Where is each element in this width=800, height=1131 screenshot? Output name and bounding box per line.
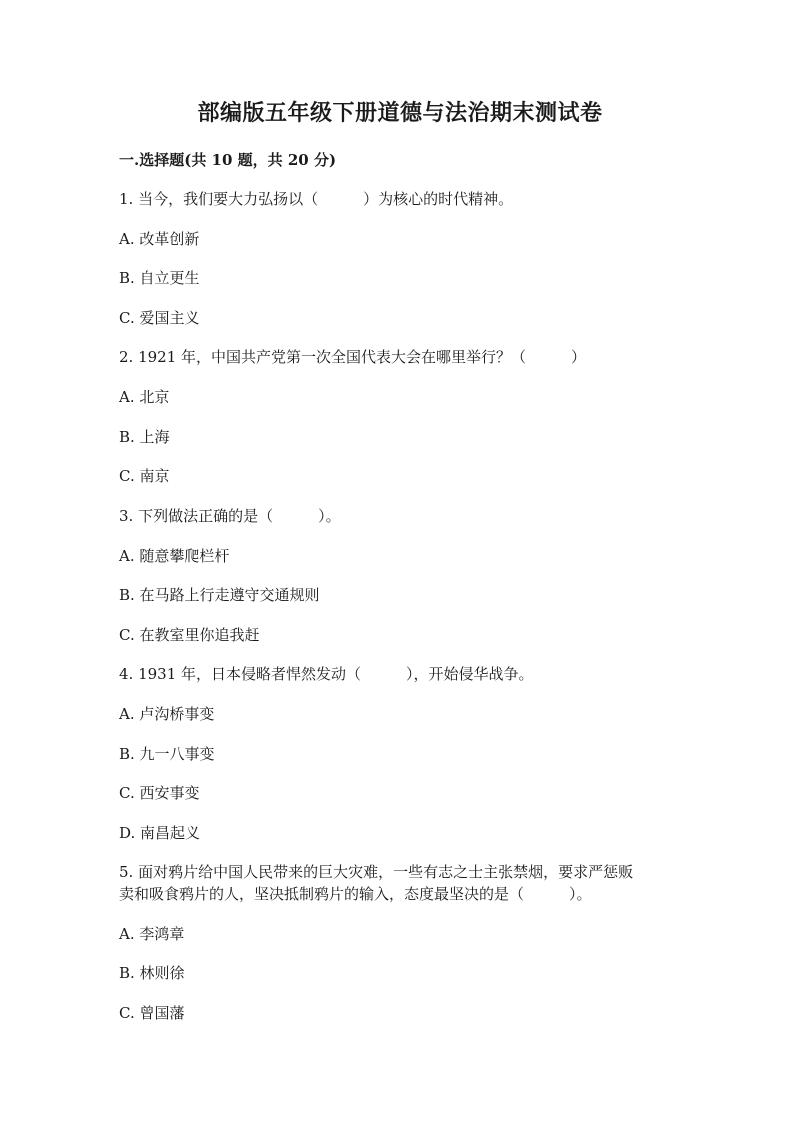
question-4-option-d: D. 南昌起义 <box>119 824 201 842</box>
question-2-text: 2. 1921 年，中国共产党第一次全国代表大会在哪里举行？（ ） <box>119 348 587 366</box>
question-4-option-b: B. 九一八事变 <box>119 745 215 763</box>
question-5-option-a: A. 李鸿章 <box>119 925 185 943</box>
question-3-option-b: B. 在马路上行走遵守交通规则 <box>119 586 320 604</box>
question-5-text-line-2: 卖和吸食鸦片的人，坚决抵制鸦片的输入，态度最坚决的是（ ）。 <box>119 885 592 903</box>
question-1-option-b: B. 自立更生 <box>119 269 200 287</box>
question-1-option-a: A. 改革创新 <box>119 230 200 248</box>
question-3-option-c: C. 在教室里你追我赶 <box>119 626 260 644</box>
question-2-option-c: C. 南京 <box>119 467 170 485</box>
question-2-option-a: A. 北京 <box>119 388 170 406</box>
question-5-option-b: B. 林则徐 <box>119 964 185 982</box>
question-3-text: 3. 下列做法正确的是（ ）。 <box>119 507 341 525</box>
question-2-option-b: B. 上海 <box>119 428 170 446</box>
question-1-text: 1. 当今，我们要大力弘扬以（ ）为核心的时代精神。 <box>119 190 514 208</box>
question-4-text: 4. 1931 年，日本侵略者悍然发动（ ），开始侵华战争。 <box>119 665 534 683</box>
question-4-option-c: C. 西安事变 <box>119 784 200 802</box>
question-5-text-line-1: 5. 面对鸦片给中国人民带来的巨大灾难，一些有志之士主张禁烟，要求严惩贩 <box>119 863 634 881</box>
question-4-option-a: A. 卢沟桥事变 <box>119 705 215 723</box>
question-1-option-c: C. 爱国主义 <box>119 309 200 327</box>
page-title: 部编版五年级下册道德与法治期末测试卷 <box>197 100 603 126</box>
question-3-option-a: A. 随意攀爬栏杆 <box>119 547 230 565</box>
question-5-option-c: C. 曾国藩 <box>119 1004 185 1022</box>
section-heading: 一.选择题(共 10 题，共 20 分) <box>119 151 337 169</box>
